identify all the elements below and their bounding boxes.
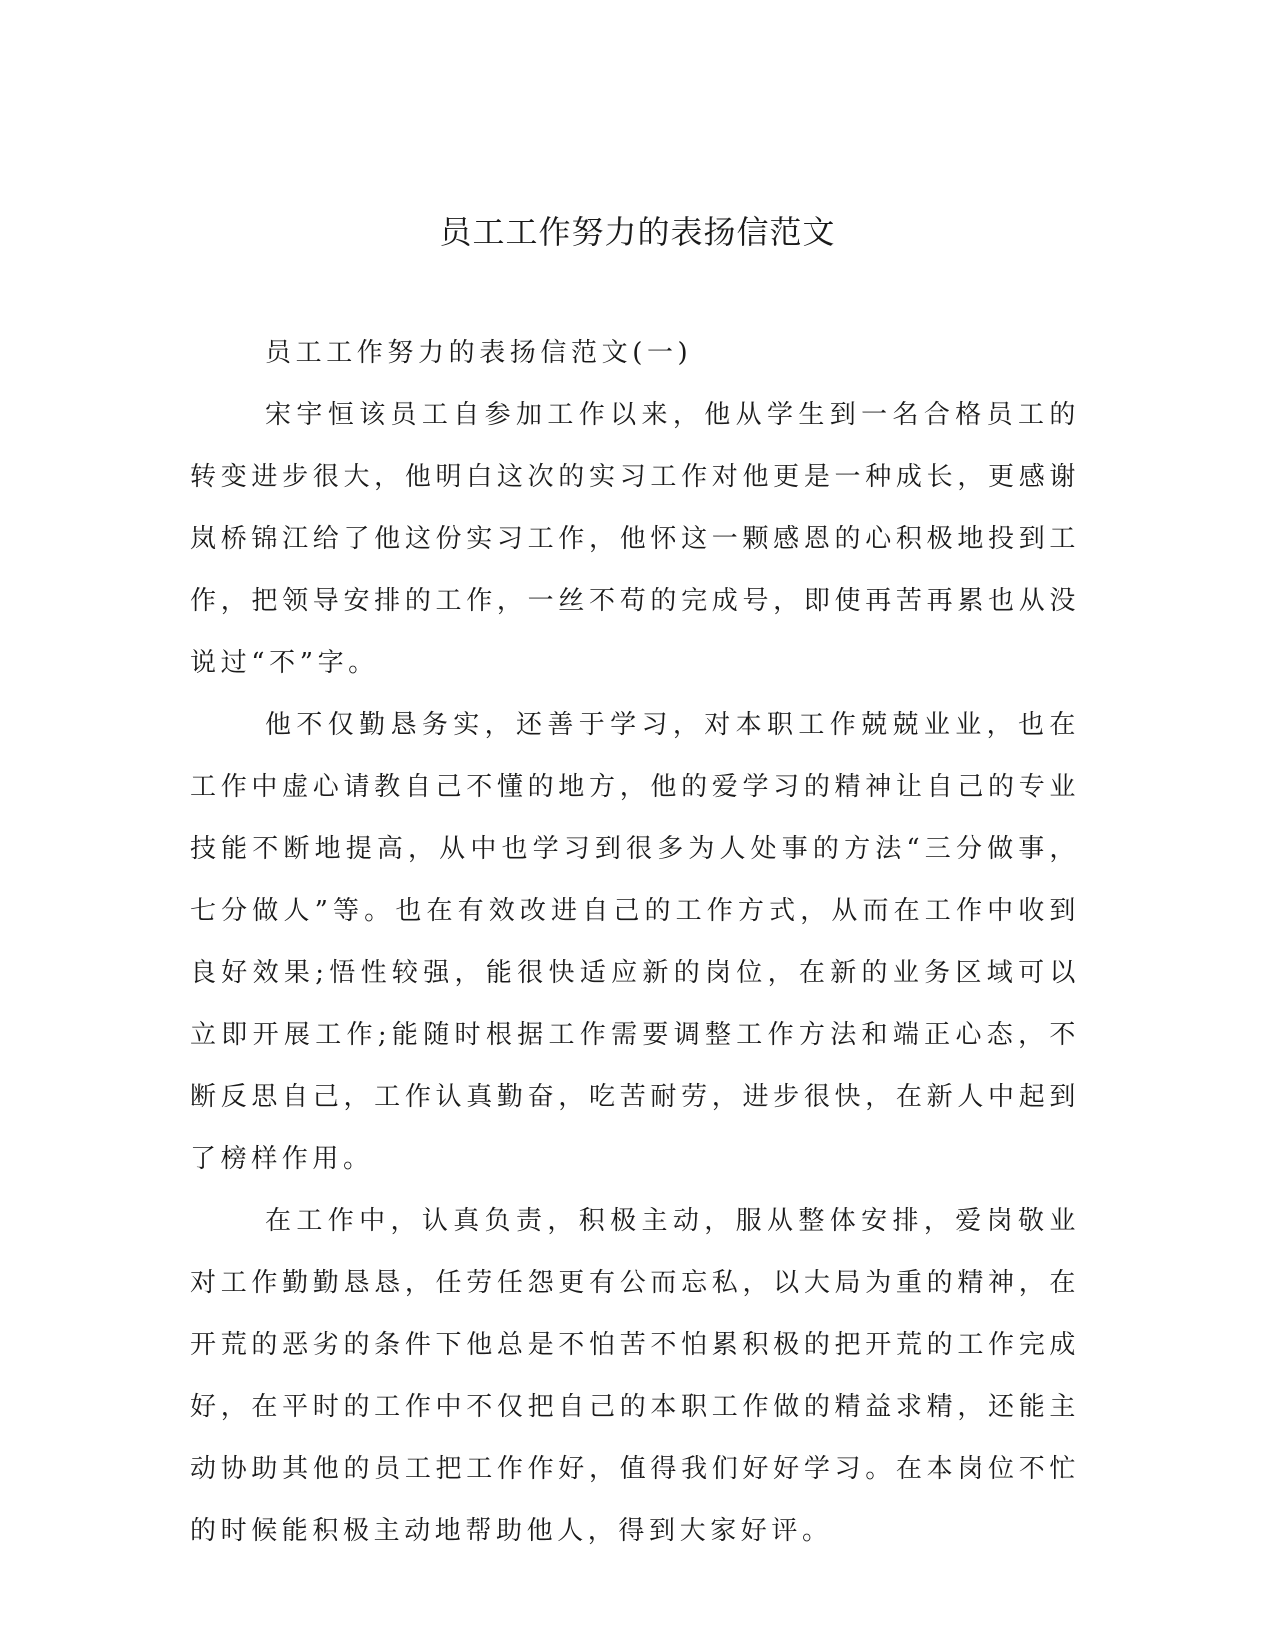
paragraph-3: 在工作中，认真负责，积极主动，服从整体安排，爱岗敬业对工作勤勤恳恳，任劳任怨更有公而忘私，以大局为重的精神，在开荒的恶劣的条件下他总是不怕苦不怕累积极的把开荒的工作完成好，在平时的工作中不仅把自己的本职工作做的精益求精，还能主动协助其他的员工把工作作好，值得我们好好学习。在本岗位不忙的时候能积极主动地帮助他人，得到大家好评。	[190, 1206, 1080, 1546]
document-body	[190, 322, 1080, 1562]
paragraph-2: 他不仅勤恳务实，还善于学习，对本职工作兢兢业业，也在工作中虚心请教自己不懂的地方，他的爱学习的精神让自己的专业技能不断地提高，从中也学习到很多为人处事的方法“三分做事，七分做人”等。也在有效改进自己的工作方式，从而在工作中收到良好效果;悟性较强，能很快适应新的岗位，在新的业务区域可以立即开展工作;能随时根据工作需要调整工作方法和端正心态，不断反思自己，工作认真勤奋，吃苦耐劳，进步很快，在新人中起到了榜样作用。	[190, 710, 1080, 1174]
section-heading: 员工工作努力的表扬信范文(一)	[265, 338, 693, 368]
paragraph-1: 宋宇恒该员工自参加工作以来，他从学生到一名合格员工的转变进步很大，他明白这次的实习工作对他更是一种成长，更感谢岚桥锦江给了他这份实习工作，他怀这一颗感恩的心积极地投到工作，把领导安排的工作，一丝不苟的完成号，即使再苦再累也从没说过“不”字。	[190, 400, 1080, 678]
document-title: 员工工作努力的表扬信范文	[439, 213, 836, 251]
